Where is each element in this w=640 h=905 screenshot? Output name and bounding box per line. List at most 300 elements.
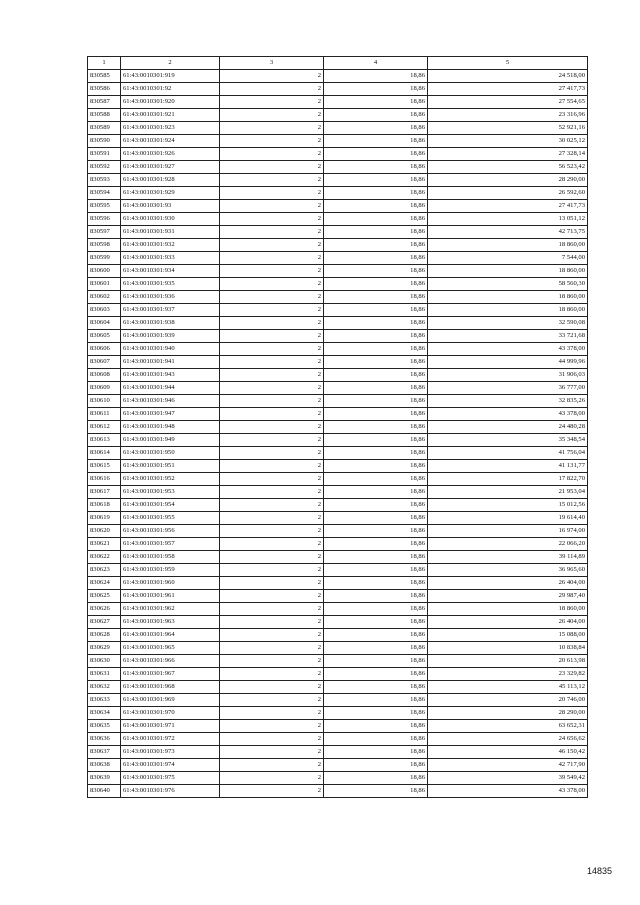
amount-cell: 26 404,00 xyxy=(428,577,588,590)
rate-cell: 18,86 xyxy=(324,577,428,590)
column-header: 3 xyxy=(220,57,324,70)
category-cell: 2 xyxy=(220,226,324,239)
amount-cell: 29 987,40 xyxy=(428,590,588,603)
cadastral-number-cell: 61:43:0010301:947 xyxy=(121,408,220,421)
rate-cell: 18,86 xyxy=(324,343,428,356)
cadastral-number-cell: 61:43:0010301:961 xyxy=(121,590,220,603)
amount-cell: 56 523,42 xyxy=(428,161,588,174)
table-row xyxy=(88,70,588,83)
cadastral-number-cell: 61:43:0010301:954 xyxy=(121,499,220,512)
amount-cell: 28 290,00 xyxy=(428,174,588,187)
rate-cell: 18,86 xyxy=(324,278,428,291)
rate-cell: 18,86 xyxy=(324,369,428,382)
row-number-cell: 830620 xyxy=(88,525,121,538)
row-number-cell: 830601 xyxy=(88,278,121,291)
amount-cell: 18 860,00 xyxy=(428,291,588,304)
amount-cell: 39 114,89 xyxy=(428,551,588,564)
row-number-cell: 830588 xyxy=(88,109,121,122)
rate-cell: 18,86 xyxy=(324,655,428,668)
table-row xyxy=(88,343,588,356)
cadastral-number-cell: 61:43:0010301:934 xyxy=(121,265,220,278)
amount-cell: 17 822,70 xyxy=(428,473,588,486)
row-number-cell: 830618 xyxy=(88,499,121,512)
page-number: 14835 xyxy=(586,866,612,876)
rate-cell: 18,86 xyxy=(324,109,428,122)
row-number-cell: 830598 xyxy=(88,239,121,252)
cadastral-number-cell: 61:43:0010301:969 xyxy=(121,694,220,707)
cadastral-number-cell: 61:43:0010301:930 xyxy=(121,213,220,226)
row-number-cell: 830627 xyxy=(88,616,121,629)
table-row xyxy=(88,161,588,174)
row-number-cell: 830604 xyxy=(88,317,121,330)
table-row xyxy=(88,330,588,343)
table-row xyxy=(88,200,588,213)
table-header-row xyxy=(88,57,588,70)
cadastral-number-cell: 61:43:0010301:932 xyxy=(121,239,220,252)
category-cell: 2 xyxy=(220,590,324,603)
rate-cell: 18,86 xyxy=(324,629,428,642)
rate-cell: 18,86 xyxy=(324,239,428,252)
table-row xyxy=(88,83,588,96)
cadastral-number-cell: 61:43:0010301:976 xyxy=(121,785,220,798)
category-cell: 2 xyxy=(220,291,324,304)
category-cell: 2 xyxy=(220,720,324,733)
table-row xyxy=(88,525,588,538)
category-cell: 2 xyxy=(220,148,324,161)
category-cell: 2 xyxy=(220,512,324,525)
cadastral-number-cell: 61:43:0010301:929 xyxy=(121,187,220,200)
amount-cell: 20 613,98 xyxy=(428,655,588,668)
table-row xyxy=(88,187,588,200)
cadastral-number-cell: 61:43:0010301:927 xyxy=(121,161,220,174)
cadastral-number-cell: 61:43:0010301:960 xyxy=(121,577,220,590)
row-number-cell: 830625 xyxy=(88,590,121,603)
rate-cell: 18,86 xyxy=(324,317,428,330)
cadastral-number-cell: 61:43:0010301:935 xyxy=(121,278,220,291)
row-number-cell: 830626 xyxy=(88,603,121,616)
row-number-cell: 830614 xyxy=(88,447,121,460)
category-cell: 2 xyxy=(220,239,324,252)
amount-cell: 52 921,16 xyxy=(428,122,588,135)
cadastral-number-cell: 61:43:0010301:933 xyxy=(121,252,220,265)
cadastral-number-cell: 61:43:0010301:955 xyxy=(121,512,220,525)
column-header: 2 xyxy=(121,57,220,70)
rate-cell: 18,86 xyxy=(324,785,428,798)
amount-cell: 36 965,60 xyxy=(428,564,588,577)
category-cell: 2 xyxy=(220,122,324,135)
category-cell: 2 xyxy=(220,668,324,681)
amount-cell: 43 378,00 xyxy=(428,785,588,798)
cadastral-number-cell: 61:43:0010301:93 xyxy=(121,200,220,213)
row-number-cell: 830600 xyxy=(88,265,121,278)
category-cell: 2 xyxy=(220,343,324,356)
amount-cell: 41 131,77 xyxy=(428,460,588,473)
row-number-cell: 830609 xyxy=(88,382,121,395)
row-number-cell: 830619 xyxy=(88,512,121,525)
table-row xyxy=(88,642,588,655)
table-row xyxy=(88,382,588,395)
row-number-cell: 830624 xyxy=(88,577,121,590)
table-row xyxy=(88,629,588,642)
table-row xyxy=(88,317,588,330)
rate-cell: 18,86 xyxy=(324,733,428,746)
row-number-cell: 830605 xyxy=(88,330,121,343)
cadastral-number-cell: 61:43:0010301:950 xyxy=(121,447,220,460)
category-cell: 2 xyxy=(220,681,324,694)
cadastral-number-cell: 61:43:0010301:963 xyxy=(121,616,220,629)
table-row xyxy=(88,148,588,161)
amount-cell: 19 614,40 xyxy=(428,512,588,525)
rate-cell: 18,86 xyxy=(324,161,428,174)
table-row xyxy=(88,512,588,525)
rate-cell: 18,86 xyxy=(324,525,428,538)
row-number-cell: 830591 xyxy=(88,148,121,161)
table-row xyxy=(88,538,588,551)
table-row xyxy=(88,707,588,720)
row-number-cell: 830610 xyxy=(88,395,121,408)
table-row xyxy=(88,759,588,772)
category-cell: 2 xyxy=(220,434,324,447)
table-row xyxy=(88,174,588,187)
row-number-cell: 830611 xyxy=(88,408,121,421)
table-row xyxy=(88,772,588,785)
rate-cell: 18,86 xyxy=(324,707,428,720)
row-number-cell: 830639 xyxy=(88,772,121,785)
row-number-cell: 830612 xyxy=(88,421,121,434)
amount-cell: 10 838,84 xyxy=(428,642,588,655)
rate-cell: 18,86 xyxy=(324,213,428,226)
table-row xyxy=(88,122,588,135)
row-number-cell: 830585 xyxy=(88,70,121,83)
rate-cell: 18,86 xyxy=(324,434,428,447)
rate-cell: 18,86 xyxy=(324,564,428,577)
category-cell: 2 xyxy=(220,278,324,291)
category-cell: 2 xyxy=(220,785,324,798)
amount-cell: 27 328,14 xyxy=(428,148,588,161)
table-row xyxy=(88,369,588,382)
category-cell: 2 xyxy=(220,551,324,564)
rate-cell: 18,86 xyxy=(324,603,428,616)
category-cell: 2 xyxy=(220,486,324,499)
amount-cell: 20 746,00 xyxy=(428,694,588,707)
row-number-cell: 830634 xyxy=(88,707,121,720)
amount-cell: 18 860,00 xyxy=(428,265,588,278)
table-row xyxy=(88,733,588,746)
category-cell: 2 xyxy=(220,369,324,382)
rate-cell: 18,86 xyxy=(324,512,428,525)
cadastral-number-cell: 61:43:0010301:962 xyxy=(121,603,220,616)
table-row xyxy=(88,239,588,252)
rate-cell: 18,86 xyxy=(324,148,428,161)
amount-cell: 27 417,73 xyxy=(428,83,588,96)
cadastral-number-cell: 61:43:0010301:965 xyxy=(121,642,220,655)
cadastral-number-cell: 61:43:0010301:919 xyxy=(121,70,220,83)
amount-cell: 22 066,20 xyxy=(428,538,588,551)
row-number-cell: 830608 xyxy=(88,369,121,382)
rate-cell: 18,86 xyxy=(324,551,428,564)
cadastral-number-cell: 61:43:0010301:958 xyxy=(121,551,220,564)
cadastral-number-cell: 61:43:0010301:923 xyxy=(121,122,220,135)
table-body xyxy=(88,70,588,798)
cadastral-number-cell: 61:43:0010301:964 xyxy=(121,629,220,642)
cadastral-number-cell: 61:43:0010301:936 xyxy=(121,291,220,304)
amount-cell: 27 417,73 xyxy=(428,200,588,213)
row-number-cell: 830594 xyxy=(88,187,121,200)
row-number-cell: 830637 xyxy=(88,746,121,759)
table-row xyxy=(88,473,588,486)
row-number-cell: 830636 xyxy=(88,733,121,746)
table-row xyxy=(88,551,588,564)
table-row xyxy=(88,720,588,733)
row-number-cell: 830616 xyxy=(88,473,121,486)
column-header: 4 xyxy=(324,57,428,70)
amount-cell: 23 316,96 xyxy=(428,109,588,122)
category-cell: 2 xyxy=(220,707,324,720)
rate-cell: 18,86 xyxy=(324,499,428,512)
cadastral-number-cell: 61:43:0010301:937 xyxy=(121,304,220,317)
amount-cell: 32 590,08 xyxy=(428,317,588,330)
rate-cell: 18,86 xyxy=(324,668,428,681)
amount-cell: 35 348,54 xyxy=(428,434,588,447)
category-cell: 2 xyxy=(220,564,324,577)
category-cell: 2 xyxy=(220,460,324,473)
amount-cell: 15 012,56 xyxy=(428,499,588,512)
amount-cell: 63 652,31 xyxy=(428,720,588,733)
column-header: 5 xyxy=(428,57,588,70)
amount-cell: 46 150,42 xyxy=(428,746,588,759)
rate-cell: 18,86 xyxy=(324,252,428,265)
row-number-cell: 830622 xyxy=(88,551,121,564)
row-number-cell: 830595 xyxy=(88,200,121,213)
category-cell: 2 xyxy=(220,161,324,174)
row-number-cell: 830638 xyxy=(88,759,121,772)
table-row xyxy=(88,447,588,460)
row-number-cell: 830599 xyxy=(88,252,121,265)
cadastral-number-cell: 61:43:0010301:975 xyxy=(121,772,220,785)
rate-cell: 18,86 xyxy=(324,291,428,304)
category-cell: 2 xyxy=(220,382,324,395)
row-number-cell: 830632 xyxy=(88,681,121,694)
category-cell: 2 xyxy=(220,603,324,616)
table-row xyxy=(88,135,588,148)
cadastral-number-cell: 61:43:0010301:946 xyxy=(121,395,220,408)
rate-cell: 18,86 xyxy=(324,96,428,109)
rate-cell: 18,86 xyxy=(324,265,428,278)
amount-cell: 32 835,26 xyxy=(428,395,588,408)
table-row xyxy=(88,109,588,122)
table-row xyxy=(88,785,588,798)
table-row xyxy=(88,278,588,291)
amount-cell: 58 560,30 xyxy=(428,278,588,291)
table-row xyxy=(88,746,588,759)
row-number-cell: 830623 xyxy=(88,564,121,577)
cadastral-number-cell: 61:43:0010301:970 xyxy=(121,707,220,720)
row-number-cell: 830589 xyxy=(88,122,121,135)
amount-cell: 44 999,96 xyxy=(428,356,588,369)
rate-cell: 18,86 xyxy=(324,694,428,707)
cadastral-number-cell: 61:43:0010301:959 xyxy=(121,564,220,577)
amount-cell: 16 974,00 xyxy=(428,525,588,538)
row-number-cell: 830590 xyxy=(88,135,121,148)
amount-cell: 7 544,00 xyxy=(428,252,588,265)
cadastral-number-cell: 61:43:0010301:943 xyxy=(121,369,220,382)
cadastral-number-cell: 61:43:0010301:944 xyxy=(121,382,220,395)
category-cell: 2 xyxy=(220,109,324,122)
cadastral-number-cell: 61:43:0010301:953 xyxy=(121,486,220,499)
cadastral-number-cell: 61:43:0010301:948 xyxy=(121,421,220,434)
amount-cell: 28 290,00 xyxy=(428,707,588,720)
cadastral-number-cell: 61:43:0010301:941 xyxy=(121,356,220,369)
row-number-cell: 830593 xyxy=(88,174,121,187)
category-cell: 2 xyxy=(220,642,324,655)
category-cell: 2 xyxy=(220,83,324,96)
cadastral-number-cell: 61:43:0010301:921 xyxy=(121,109,220,122)
category-cell: 2 xyxy=(220,174,324,187)
row-number-cell: 830602 xyxy=(88,291,121,304)
rate-cell: 18,86 xyxy=(324,746,428,759)
table-row xyxy=(88,590,588,603)
rate-cell: 18,86 xyxy=(324,70,428,83)
category-cell: 2 xyxy=(220,577,324,590)
table-row xyxy=(88,655,588,668)
category-cell: 2 xyxy=(220,421,324,434)
row-number-cell: 830586 xyxy=(88,83,121,96)
rate-cell: 18,86 xyxy=(324,356,428,369)
rate-cell: 18,86 xyxy=(324,772,428,785)
rate-cell: 18,86 xyxy=(324,681,428,694)
cadastral-number-cell: 61:43:0010301:974 xyxy=(121,759,220,772)
row-number-cell: 830613 xyxy=(88,434,121,447)
rate-cell: 18,86 xyxy=(324,473,428,486)
amount-cell: 45 113,12 xyxy=(428,681,588,694)
rate-cell: 18,86 xyxy=(324,135,428,148)
table-row xyxy=(88,291,588,304)
cadastral-number-cell: 61:43:0010301:924 xyxy=(121,135,220,148)
table-row xyxy=(88,395,588,408)
amount-cell: 43 378,00 xyxy=(428,343,588,356)
amount-cell: 30 025,12 xyxy=(428,135,588,148)
amount-cell: 13 051,12 xyxy=(428,213,588,226)
category-cell: 2 xyxy=(220,746,324,759)
rate-cell: 18,86 xyxy=(324,83,428,96)
row-number-cell: 830621 xyxy=(88,538,121,551)
table-row xyxy=(88,460,588,473)
table-row xyxy=(88,694,588,707)
table-row xyxy=(88,603,588,616)
category-cell: 2 xyxy=(220,408,324,421)
amount-cell: 27 554,65 xyxy=(428,96,588,109)
row-number-cell: 830603 xyxy=(88,304,121,317)
category-cell: 2 xyxy=(220,447,324,460)
cadastral-number-cell: 61:43:0010301:956 xyxy=(121,525,220,538)
table-row xyxy=(88,577,588,590)
row-number-cell: 830597 xyxy=(88,226,121,239)
table-row xyxy=(88,265,588,278)
category-cell: 2 xyxy=(220,187,324,200)
rate-cell: 18,86 xyxy=(324,421,428,434)
cadastral-number-cell: 61:43:0010301:973 xyxy=(121,746,220,759)
amount-cell: 24 518,00 xyxy=(428,70,588,83)
cadastral-number-cell: 61:43:0010301:939 xyxy=(121,330,220,343)
category-cell: 2 xyxy=(220,694,324,707)
cadastral-number-cell: 61:43:0010301:951 xyxy=(121,460,220,473)
cadastral-number-cell: 61:43:0010301:967 xyxy=(121,668,220,681)
category-cell: 2 xyxy=(220,538,324,551)
amount-cell: 42 717,90 xyxy=(428,759,588,772)
rate-cell: 18,86 xyxy=(324,187,428,200)
cadastral-number-cell: 61:43:0010301:940 xyxy=(121,343,220,356)
cadastral-number-cell: 61:43:0010301:949 xyxy=(121,434,220,447)
rate-cell: 18,86 xyxy=(324,304,428,317)
rate-cell: 18,86 xyxy=(324,122,428,135)
category-cell: 2 xyxy=(220,629,324,642)
category-cell: 2 xyxy=(220,473,324,486)
row-number-cell: 830596 xyxy=(88,213,121,226)
cadastral-number-cell: 61:43:0010301:938 xyxy=(121,317,220,330)
amount-cell: 26 404,00 xyxy=(428,616,588,629)
rate-cell: 18,86 xyxy=(324,382,428,395)
category-cell: 2 xyxy=(220,135,324,148)
table-row xyxy=(88,226,588,239)
category-cell: 2 xyxy=(220,395,324,408)
row-number-cell: 830635 xyxy=(88,720,121,733)
cadastral-number-cell: 61:43:0010301:957 xyxy=(121,538,220,551)
table-row xyxy=(88,681,588,694)
amount-cell: 24 480,28 xyxy=(428,421,588,434)
table-row xyxy=(88,408,588,421)
row-number-cell: 830587 xyxy=(88,96,121,109)
rate-cell: 18,86 xyxy=(324,460,428,473)
rate-cell: 18,86 xyxy=(324,486,428,499)
table-row xyxy=(88,96,588,109)
cadastral-number-cell: 61:43:0010301:931 xyxy=(121,226,220,239)
category-cell: 2 xyxy=(220,200,324,213)
data-table xyxy=(87,56,588,798)
row-number-cell: 830630 xyxy=(88,655,121,668)
rate-cell: 18,86 xyxy=(324,330,428,343)
row-number-cell: 830633 xyxy=(88,694,121,707)
rate-cell: 18,86 xyxy=(324,395,428,408)
table-row xyxy=(88,356,588,369)
category-cell: 2 xyxy=(220,265,324,278)
category-cell: 2 xyxy=(220,213,324,226)
amount-cell: 18 860,00 xyxy=(428,304,588,317)
cadastral-number-cell: 61:43:0010301:966 xyxy=(121,655,220,668)
rate-cell: 18,86 xyxy=(324,590,428,603)
table-row xyxy=(88,616,588,629)
row-number-cell: 830617 xyxy=(88,486,121,499)
category-cell: 2 xyxy=(220,356,324,369)
amount-cell: 41 756,04 xyxy=(428,447,588,460)
category-cell: 2 xyxy=(220,616,324,629)
row-number-cell: 830640 xyxy=(88,785,121,798)
category-cell: 2 xyxy=(220,70,324,83)
amount-cell: 42 713,75 xyxy=(428,226,588,239)
row-number-cell: 830607 xyxy=(88,356,121,369)
row-number-cell: 830631 xyxy=(88,668,121,681)
rate-cell: 18,86 xyxy=(324,616,428,629)
amount-cell: 23 329,82 xyxy=(428,668,588,681)
cadastral-number-cell: 61:43:0010301:920 xyxy=(121,96,220,109)
amount-cell: 18 860,00 xyxy=(428,603,588,616)
cadastral-number-cell: 61:43:0010301:971 xyxy=(121,720,220,733)
amount-cell: 36 777,00 xyxy=(428,382,588,395)
amount-cell: 15 088,00 xyxy=(428,629,588,642)
row-number-cell: 830606 xyxy=(88,343,121,356)
rate-cell: 18,86 xyxy=(324,538,428,551)
rate-cell: 18,86 xyxy=(324,226,428,239)
category-cell: 2 xyxy=(220,499,324,512)
